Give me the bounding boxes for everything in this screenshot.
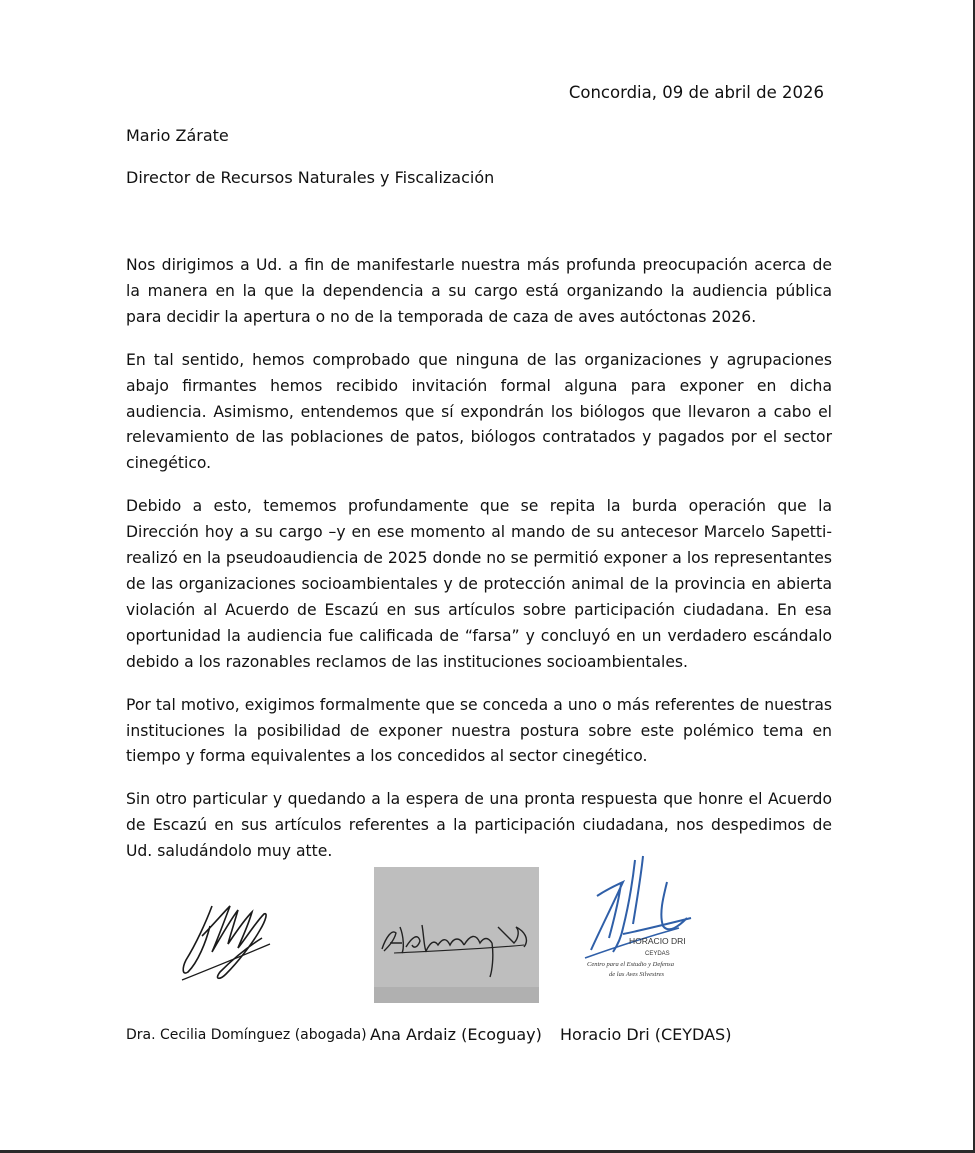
- body-paragraph: Debido a esto, tememos profundamente que se repita la burda operación que la Dirección hoy a su cargo –y en ese momento al mando de su antecesor Marcelo Sapetti- realizó en la pseudoaudiencia de 2025 donde no se permitió exponer a los representantes de las organizaciones socioambientales y de protección animal de la provincia en abierta violación al Acuerdo de Escazú en sus artículos sobre participación ciudadana. En esa oportunidad la audiencia fue calificada de “farsa” y concluyó en un verdadero escándalo debido a los razonables reclamos de las instituciones socioambientales.: [126, 497, 832, 671]
- recipient-name: Mario Zárate: [126, 126, 229, 145]
- stamp-name: HORACIO DRI: [629, 936, 686, 946]
- stamp-description: de las Aves Silvestres: [609, 971, 665, 978]
- signer-name: Horacio Dri (CEYDAS): [560, 1025, 732, 1044]
- body-paragraph: Por tal motivo, exigimos formalmente que se conceda a uno o más referentes de nuestras instituciones la posibilidad de exponer nuestra postura sobre este polémico tema en tiempo y forma equivalentes a los concedidos al sector cinegético.: [126, 695, 832, 766]
- stamp-org: CEYDAS: [645, 951, 670, 957]
- body-paragraph: Nos dirigimos a Ud. a fin de manifestarle nuestra más profunda preocupación acerca de la manera en la que la dependencia a su cargo está organizando la audiencia pública para decidir la apertura o no de la temporada de caza de aves autóctonas 2026.: [126, 256, 832, 326]
- body-paragraph: En tal sentido, hemos comprobado que ninguna de las organizaciones y agrupaciones abajo firmantes hemos recibido invitación formal alguna para exponer en dicha audiencia. Asimismo, entendemos que sí expondrán los biólogos que llevaron a cabo el relevamiento de las poblaciones de patos, biólogos contratados y pagados por el sector cinegético.: [126, 350, 832, 473]
- stamp-description: Centro para el Estudio y Defensa: [587, 961, 674, 968]
- letter-date: Concordia, 09 de abril de 2026: [568, 83, 824, 102]
- signer-name: Ana Ardaiz (Ecoguay): [370, 1025, 542, 1044]
- signature-stamp-dri: [583, 854, 713, 986]
- recipient-title: Director de Recursos Naturales y Fiscalización: [126, 168, 495, 187]
- body-paragraph: Sin otro particular y quedando a la espera de una pronta respuesta que honre el Acuerdo de Escazú en sus artículos referentes a la participación ciudadana, nos despedimos de Ud. saludándolo muy atte.: [126, 790, 832, 861]
- signer-name: Dra. Cecilia Domínguez (abogada): [126, 1027, 367, 1043]
- letter-body: [126, 253, 832, 882]
- signature-image-ardaiz: [374, 867, 539, 1003]
- signature-image-dominguez: [172, 892, 276, 984]
